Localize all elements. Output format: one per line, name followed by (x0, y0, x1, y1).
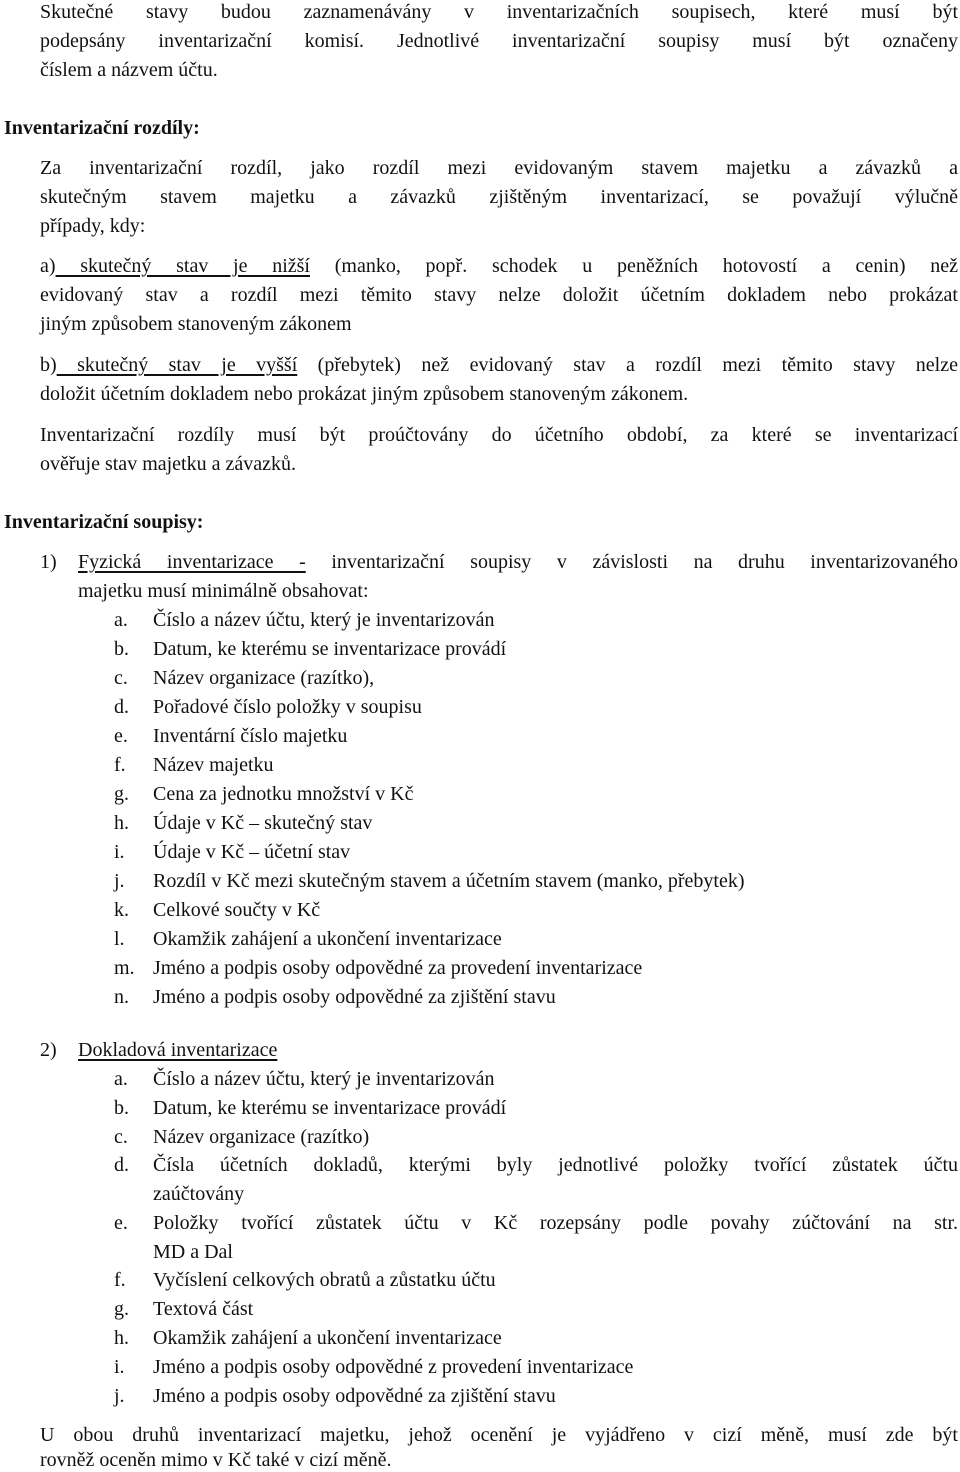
list-item-label: b. (114, 1097, 129, 1119)
soupisy-2-title: Dokladová inventarizace (78, 1039, 278, 1061)
list-item-label: c. (114, 667, 128, 689)
list-item-label: a. (114, 1068, 128, 1090)
soupisy-1-title-rest: inventarizační soupisy v závislosti na druhu inventarizovaného (305, 551, 958, 573)
intro-line-3: číslem a názvem účtu. (40, 59, 218, 81)
list-item-label: h. (114, 812, 129, 834)
list-item-text: Vyčíslení celkových obratů a zůstatku účtu (153, 1269, 496, 1291)
soupisy-1-title-line-1 (78, 550, 958, 574)
list-item-label: i. (114, 1356, 125, 1378)
list-item-text: Název organizace (razítko) (153, 1126, 370, 1148)
list-item-text: Cena za jednotku množství v Kč (153, 783, 414, 805)
list-item-label: b. (114, 638, 129, 660)
list-item-text: Inventární číslo majetku (153, 725, 348, 747)
list-item-label: e. (114, 1212, 128, 1234)
list-item-text: Položky tvořící zůstatek účtu v Kč rozepsány podle povahy zúčtování na str. (153, 1212, 958, 1234)
list-item-text: Jméno a podpis osoby odpovědné za zjištění stavu (153, 1385, 556, 1407)
rozdily-p3-line-2: ověřuje stav majetku a závazků. (40, 453, 296, 475)
soupisy-1-number: 1) (40, 551, 57, 573)
list-item-text: Celkové součty v Kč (153, 899, 321, 921)
rozdily-case-a-line-2: evidovaný stav a rozdíl mezi těmito stavy nelze doložit účetním dokladem nebo prokázat (40, 284, 958, 306)
list-item-label: n. (114, 986, 129, 1008)
list-item-label: c. (114, 1126, 128, 1148)
list-item-label: g. (114, 1298, 129, 1320)
list-item-text-continued: zaúčtovány (153, 1183, 245, 1205)
list-item-label: l. (114, 928, 125, 950)
list-item-text: Číslo a název účtu, který je inventarizován (153, 609, 495, 631)
list-item-label: j. (114, 870, 125, 892)
outro-line-1: U obou druhů inventarizací majetku, jehož ocenění je vyjádřeno v cizí měně, musí zde být (40, 1424, 958, 1446)
rozdily-p1-line-2: skutečným stavem majetku a závazků zjištěným inventarizací, se považují výlučně (40, 186, 958, 208)
list-item-label: d. (114, 696, 129, 718)
list-item-label: e. (114, 725, 128, 747)
rozdily-p1-line-1: Za inventarizační rozdíl, jako rozdíl mezi evidovaným stavem majetku a závazků a (40, 157, 958, 179)
list-item-text: Jméno a podpis osoby odpovědné za provedení inventarizace (153, 957, 643, 979)
list-item-text: Údaje v Kč – účetní stav (153, 841, 351, 863)
intro-line-1: Skutečné stavy budou zaznamenávány v inventarizačních soupisech, které musí být (40, 1, 958, 23)
list-item-label: g. (114, 783, 129, 805)
rozdily-case-b-line-1 (40, 353, 958, 377)
list-item-text: Pořadové číslo položky v soupisu (153, 696, 422, 718)
list-item-text: Okamžik zahájení a ukončení inventarizace (153, 1327, 502, 1349)
list-item-label: j. (114, 1385, 125, 1407)
section-heading-soupisy: Inventarizační soupisy: (4, 511, 204, 533)
case-b-underlined: skutečný stav je vyšší (56, 354, 298, 376)
list-item-label: k. (114, 899, 129, 921)
list-item-label: d. (114, 1154, 129, 1176)
list-item-text: Datum, ke kterému se inventarizace provádí (153, 1097, 507, 1119)
rozdily-case-b-line-2: doložit účetním dokladem nebo prokázat jiným způsobem stanoveným zákonem. (40, 383, 689, 405)
soupisy-1-title-line-2: majetku musí minimálně obsahovat: (78, 580, 369, 602)
rozdily-case-a-line-1 (40, 254, 958, 278)
list-item-text: Údaje v Kč – skutečný stav (153, 812, 373, 834)
list-item-text: Název organizace (razítko), (153, 667, 375, 689)
case-a-rest: (manko, popř. schodek u peněžních hotovostí a cenin) než (310, 255, 958, 277)
case-b-rest: (přebytek) než evidovaný stav a rozdíl mezi těmito stavy nelze (297, 354, 958, 376)
case-a-underlined: skutečný stav je nižší (55, 255, 310, 277)
section-heading-rozdily: Inventarizační rozdíly: (4, 117, 200, 139)
list-item-text: Rozdíl v Kč mezi skutečným stavem a účetním stavem (manko, přebytek) (153, 870, 745, 892)
list-item-text: Čísla účetních dokladů, kterými byly jednotlivé položky tvořící zůstatek účtu (153, 1154, 958, 1176)
list-item-label: m. (114, 957, 135, 979)
list-item-label: f. (114, 1269, 126, 1291)
rozdily-case-a-line-3: jiným způsobem stanoveným zákonem (40, 313, 352, 335)
soupisy-1-title-underlined: Fyzická inventarizace - (78, 551, 306, 573)
rozdily-p3-line-1: Inventarizační rozdíly musí být proúčtovány do účetního období, za které se inventarizací (40, 424, 958, 446)
list-item-text-continued: MD a Dal (153, 1241, 233, 1263)
soupisy-2-number: 2) (40, 1039, 57, 1061)
list-item-text: Textová část (153, 1298, 254, 1320)
list-item-text: Datum, ke kterému se inventarizace provádí (153, 638, 507, 660)
list-item-text: Číslo a název účtu, který je inventarizován (153, 1068, 495, 1090)
list-item-text: Jméno a podpis osoby odpovědné za zjištění stavu (153, 986, 556, 1008)
case-b-label: b) (40, 354, 57, 376)
rozdily-p1-line-3: případy, kdy: (40, 215, 146, 237)
list-item-label: i. (114, 841, 125, 863)
list-item-text: Okamžik zahájení a ukončení inventarizace (153, 928, 502, 950)
list-item-label: h. (114, 1327, 129, 1349)
outro-line-2: rovněž oceněn mimo v Kč také v cizí měně. (40, 1449, 392, 1471)
list-item-text: Název majetku (153, 754, 274, 776)
intro-line-2: podepsány inventarizační komisí. Jednotlivé inventarizační soupisy musí být označeny (40, 30, 958, 52)
list-item-label: f. (114, 754, 126, 776)
list-item-label: a. (114, 609, 128, 631)
list-item-text: Jméno a podpis osoby odpovědné z provedení inventarizace (153, 1356, 634, 1378)
case-a-label: a) (40, 255, 56, 277)
